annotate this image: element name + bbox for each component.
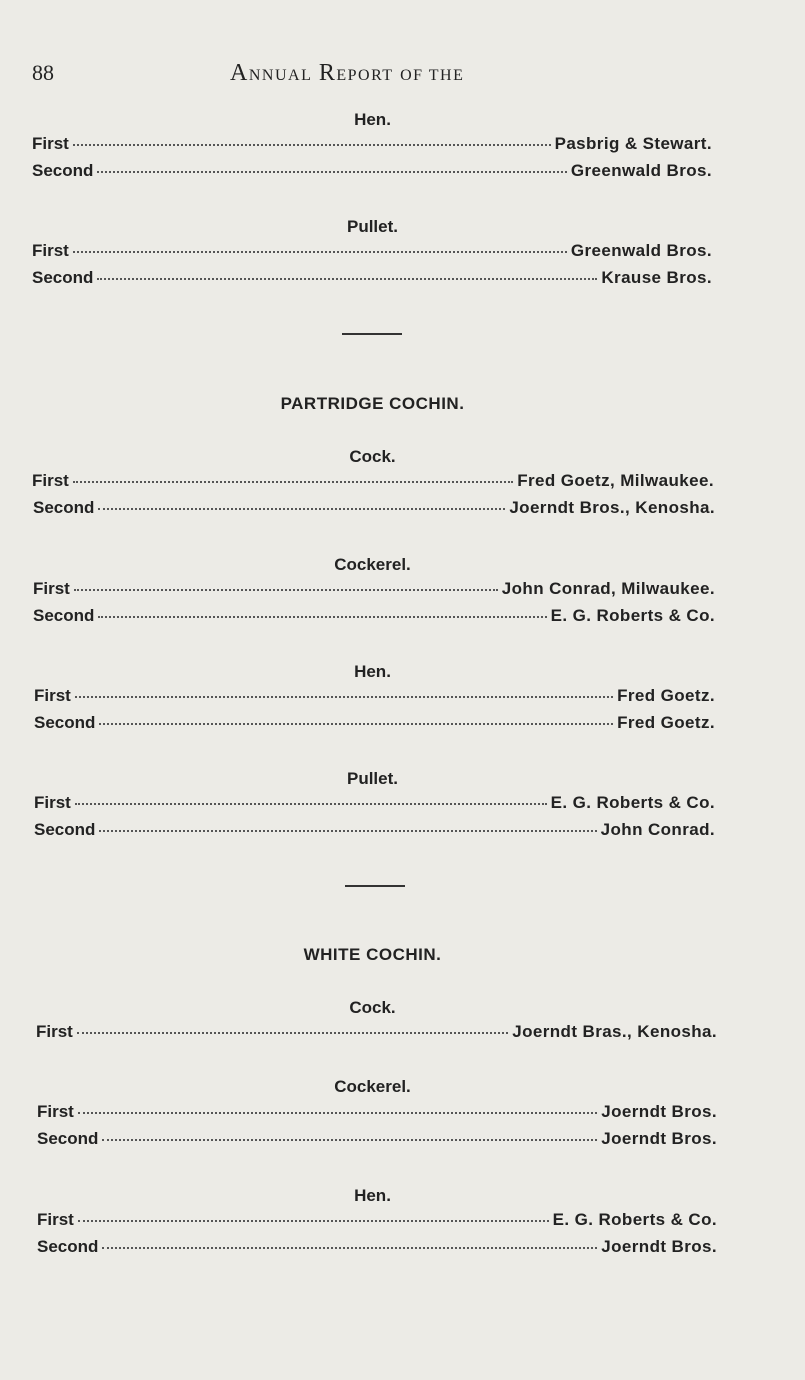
entry-place: First xyxy=(34,686,71,705)
entry-winner: John Conrad, Milwaukee. xyxy=(501,579,715,598)
entry-row xyxy=(32,161,712,181)
dot-leader xyxy=(75,695,613,698)
entry-place: First xyxy=(34,793,71,812)
entry-row xyxy=(32,268,712,288)
entry-row xyxy=(32,241,712,261)
section-title-partridge-cochin: PARTRIDGE COCHIN. xyxy=(280,394,465,413)
subheading-pullet: Pullet. xyxy=(346,217,398,236)
entry-winner: Joerndt Bros. xyxy=(601,1102,717,1121)
dot-leader xyxy=(73,250,567,253)
entry-winner: Pasbrig & Stewart. xyxy=(554,134,712,153)
dot-leader xyxy=(102,1246,597,1249)
entry-place: Second xyxy=(32,161,94,180)
subheading-cock: Cock. xyxy=(349,447,396,466)
dot-leader xyxy=(78,1111,597,1114)
dot-leader xyxy=(102,1138,597,1141)
entry-winner: E. G. Roberts & Co. xyxy=(552,1210,717,1229)
dot-leader xyxy=(97,170,566,173)
entry-place: Second xyxy=(33,498,95,517)
dot-leader xyxy=(98,615,546,618)
entry-winner: Fred Goetz, Milwaukee. xyxy=(517,471,714,490)
entry-winner: Fred Goetz. xyxy=(617,713,715,732)
entry-place: First xyxy=(37,1210,74,1229)
entry-row xyxy=(37,1102,717,1122)
entry-row xyxy=(37,1129,717,1149)
subheading-cock: Cock. xyxy=(349,998,396,1017)
section-divider xyxy=(345,885,405,887)
entry-winner: Joerndt Bros. xyxy=(601,1237,717,1256)
page-header xyxy=(32,60,712,88)
subheading-hen: Hen. xyxy=(354,662,391,681)
dot-leader xyxy=(73,143,551,146)
section-title-white-cochin: WHITE COCHIN. xyxy=(303,945,442,964)
entry-winner: E. G. Roberts & Co. xyxy=(550,793,715,812)
running-head-a-rest: NNUAL xyxy=(248,67,313,84)
entry-place: First xyxy=(37,1102,74,1121)
entry-place: Second xyxy=(37,1237,99,1256)
dot-leader xyxy=(98,507,505,510)
entry-row xyxy=(37,1210,717,1230)
dot-leader xyxy=(99,722,613,725)
subheading-pullet: Pullet. xyxy=(346,769,398,788)
entry-row xyxy=(33,579,715,599)
running-head xyxy=(230,60,464,87)
entry-row xyxy=(36,1022,717,1042)
running-head-a-cap: A xyxy=(230,60,249,86)
entry-row xyxy=(32,471,714,491)
entry-place: Second xyxy=(32,268,94,287)
entry-place: Second xyxy=(37,1129,99,1148)
entry-place: Second xyxy=(34,713,96,732)
subheading-cockerel: Cockerel. xyxy=(334,1077,411,1096)
entry-winner: E. G. Roberts & Co. xyxy=(550,606,715,625)
entry-row xyxy=(34,793,715,813)
dot-leader xyxy=(74,588,498,591)
running-head-rest: OF THE xyxy=(400,67,465,84)
entry-row xyxy=(32,134,712,154)
entry-row xyxy=(33,606,715,626)
section-divider xyxy=(342,333,402,335)
entry-winner: Joerndt Bros., Kenosha. xyxy=(509,498,715,517)
dot-leader xyxy=(77,1031,508,1034)
entry-row xyxy=(33,498,715,518)
entry-place: Second xyxy=(34,820,96,839)
entry-place: First xyxy=(32,241,69,260)
entry-row xyxy=(34,686,715,706)
subheading-hen: Hen. xyxy=(354,1186,391,1205)
entry-place: Second xyxy=(33,606,95,625)
entry-place: First xyxy=(32,134,69,153)
running-head-r-rest: EPORT xyxy=(336,67,394,84)
subheading-hen: Hen. xyxy=(354,110,391,129)
entry-winner: Joerndt Bros. xyxy=(601,1129,717,1148)
entry-winner: Greenwald Bros. xyxy=(570,161,712,180)
dot-leader xyxy=(78,1219,549,1222)
entry-row xyxy=(34,820,715,840)
entry-winner: Joerndt Bras., Kenosha. xyxy=(512,1022,717,1041)
dot-leader xyxy=(99,829,596,832)
entry-place: First xyxy=(36,1022,73,1041)
entry-winner: Krause Bros. xyxy=(601,268,712,287)
entry-place: First xyxy=(33,579,70,598)
entry-place: First xyxy=(32,471,69,490)
running-head-r-cap: R xyxy=(318,60,337,86)
dot-leader xyxy=(97,277,597,280)
subheading-cockerel: Cockerel. xyxy=(334,555,411,574)
entry-row xyxy=(37,1237,717,1257)
dot-leader xyxy=(75,802,547,805)
entry-winner: Greenwald Bros. xyxy=(570,241,712,260)
entry-winner: John Conrad. xyxy=(600,820,715,839)
dot-leader xyxy=(73,480,513,483)
entry-winner: Fred Goetz. xyxy=(617,686,715,705)
entry-row xyxy=(34,713,715,733)
page-number: 88 xyxy=(32,60,54,85)
